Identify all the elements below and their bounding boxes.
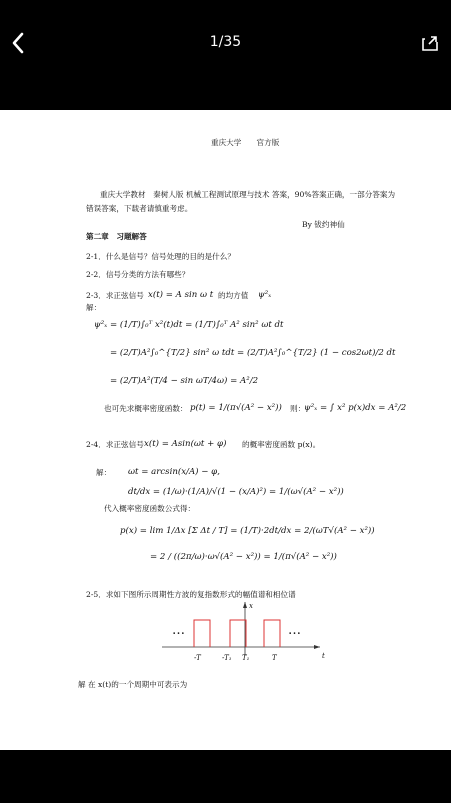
answer-label: 解： [86,303,102,312]
figure-tick-neg-t1: -T₁ [222,654,232,662]
author-line: By 钹约神仙 [302,220,345,229]
question-2-1: 2-1．什么是信号？信号处理的目的是什么？ [86,252,235,261]
figure-ellipsis-left: … [172,623,185,638]
share-button[interactable] [419,32,441,54]
question-2-3-suffix: 的均方值 [218,291,249,300]
intro-line-2: 错误答案，下载者请慎重考虑。 [86,204,193,213]
question-2-4-formula: x(t) = Asin(ωt + φ) [144,439,227,449]
chapter-title: 第二章 习题解答 [86,232,147,241]
question-2-4-eq1: ωt = arcsin(x/A) − φ, [128,467,220,477]
top-toolbar [0,0,451,110]
intro-line-1: 重庆大学教材 秦树人版 机械工程测试原理与技术 答案，90%答案正确，一部分答案为 [100,190,396,199]
question-2-4-solution-label: 解： [96,468,112,477]
pdf-note-prefix: 也可先求概率密度函数： [104,404,188,413]
question-2-4-suffix: 的概率密度函数 p(x)。 [242,440,321,449]
pdf-then: 则： [290,404,306,413]
question-2-2: 2-2．信号分类的方法有哪些？ [86,270,190,279]
figure-tick-t: T [272,654,277,662]
share-icon [419,32,441,54]
pdf-result: ψ²ₓ = ∫ x² p(x)dx = A²/2 [304,403,407,413]
figure-tick-t1: T₁ [242,654,250,662]
question-2-4-eq4: = 2 / ((2π/ω)·ω√(A² − x²)) = 1/(π√(A² − x²)) [150,552,337,562]
square-wave-figure [160,600,330,662]
equation-line-3: = (2/T)A²(T/4 − sin ωT/4ω) = A²/2 [110,376,259,386]
equation-line-1: ψ²ₓ = (1/T)∫₀ᵀ x²(t)dt = (1/T)∫₀ᵀ A² sin² ωt dt [94,320,284,330]
question-2-5: 2-5．求如下图所示周期性方波的复指数形式的幅值谱和相位谱 [86,590,296,599]
question-2-3-prefix: 2-3．求正弦信号 [86,291,144,300]
figure-y-label: x [249,602,253,610]
question-2-4-prefix: 2-4．求正弦信号 [86,440,144,449]
question-2-4-eq3: p(x) = lim 1/Δx [Σ Δt / T] = (1/T)·2dt/dx = 2/(ωT√(A² − x²)) [120,526,375,536]
question-2-3-target: ψ²ₓ [258,290,272,300]
question-2-4-eq2: dt/dx = (1/ω)·(1/A)/√(1 − (x/A)²) = 1/(ω√(A² − x²)) [128,487,344,497]
question-2-3-formula: x(t) = A sin ω t [148,290,214,300]
figure-x-label: t [322,652,325,660]
document-page [0,110,451,750]
figure-ellipsis-right: … [288,623,301,638]
pdf-formula: p(t) = 1/(π√(A² − x²)) [190,403,282,413]
figure-tick-neg-t: -T [194,654,201,662]
page-indicator: 1/35 [209,34,242,50]
bottom-bar [0,750,451,803]
equation-line-2: = (2/T)A²∫₀^{T/2} sin² ω tdt = (2/T)A²∫₀^{T/2} (1 − cos2ωt)/2 dt [110,348,396,358]
document-header: 重庆大学 官方版 [211,138,280,147]
substitute-line: 代入概率密度函数公式得： [104,504,196,513]
question-2-5-answer: 解 在 x(t)的一个周期中可表示为 [78,680,188,689]
